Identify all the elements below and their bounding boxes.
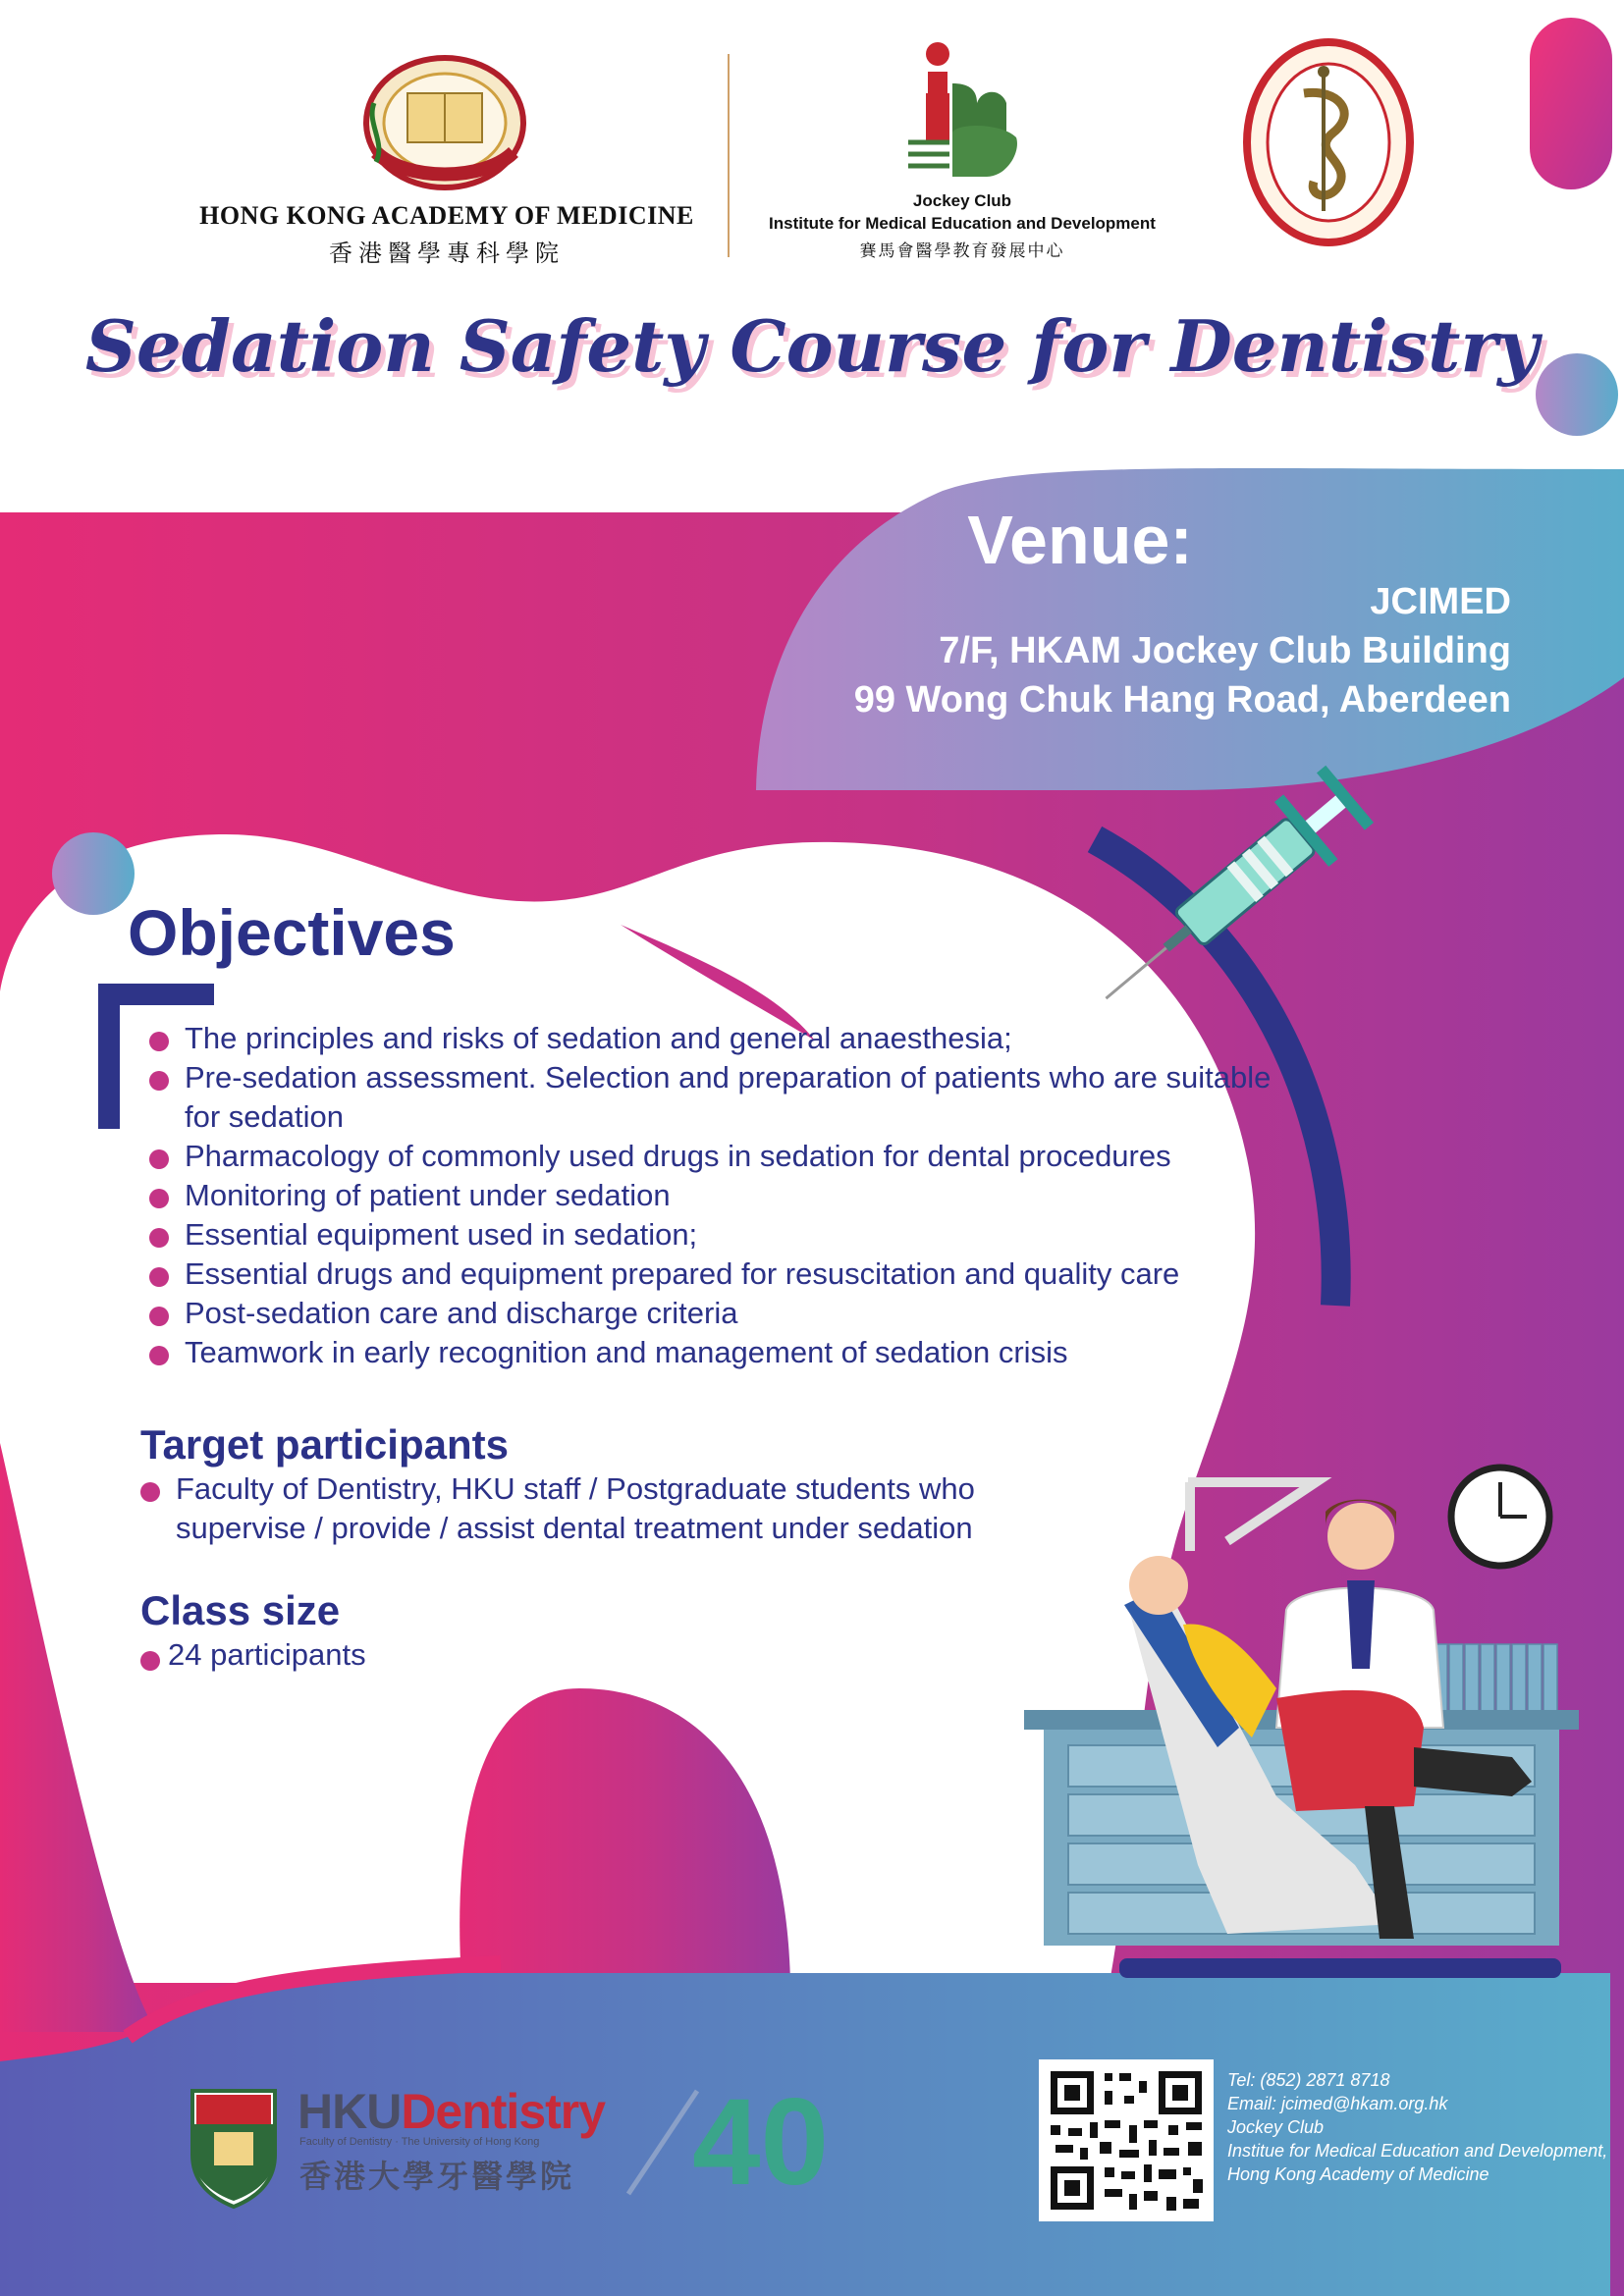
imd-logo xyxy=(908,42,1017,177)
bullet-icon xyxy=(149,1267,169,1287)
objective-text: The principles and risks of sedation and general anaesthesia; xyxy=(185,1021,1012,1055)
institute-cn: 賽馬會醫學教育發展中心 xyxy=(859,241,1065,261)
college-logo xyxy=(1247,42,1410,242)
decor-dot-left xyxy=(52,832,135,915)
bullet-icon xyxy=(140,1651,160,1671)
objective-text: Pharmacology of commonly used drugs in sedation for dental procedures xyxy=(185,1139,1171,1173)
hku-crest-logo xyxy=(192,2091,275,2207)
list-item xyxy=(149,1255,1278,1294)
target-text-block xyxy=(140,1469,1073,1548)
hku-text: HKU xyxy=(298,2084,402,2139)
list-item xyxy=(149,1137,1278,1176)
contact-org-1: Jockey Club xyxy=(1227,2117,1325,2137)
decor-pill xyxy=(1530,18,1612,189)
institute-line1: Jockey Club xyxy=(912,191,1012,210)
list-item xyxy=(149,1176,1278,1215)
objective-text: Pre-sedation assessment. Selection and preparation of patients who are suitable for sedation xyxy=(185,1060,1272,1134)
objective-text: Monitoring of patient under sedation xyxy=(185,1178,671,1212)
objectives-list xyxy=(149,1019,1278,1372)
venue-line-3: 99 Wong Chuk Hang Road, Aberdeen xyxy=(853,679,1511,721)
bullet-icon xyxy=(149,1189,169,1208)
contact-org-3: Hong Kong Academy of Medicine xyxy=(1227,2164,1489,2184)
contact-org-2: Institue for Medical Education and Development, xyxy=(1227,2141,1608,2161)
academy-logo xyxy=(366,58,523,187)
objective-text: Essential drugs and equipment prepared for resuscitation and quality care xyxy=(185,1256,1180,1291)
hku-subtitle: Faculty of Dentistry · The University of Hong Kong xyxy=(299,2136,540,2148)
list-item xyxy=(149,1058,1278,1137)
class-size-text: 24 participants xyxy=(168,1637,366,1672)
academy-name-cn: 香港醫學專科學院 xyxy=(329,240,565,267)
venue-line-1: JCIMED xyxy=(1370,581,1511,622)
bullet-icon xyxy=(140,1482,160,1502)
hku-name-cn: 香港大學牙醫學院 xyxy=(299,2158,575,2195)
course-title: Sedation Safety Course for Dentistry xyxy=(84,304,1540,388)
bullet-icon xyxy=(149,1149,169,1169)
academy-name-en: HONG KONG ACADEMY OF MEDICINE xyxy=(199,201,694,230)
target-heading: Target participants xyxy=(140,1421,509,1468)
qr-code xyxy=(1039,2059,1214,2221)
list-item xyxy=(149,1294,1278,1333)
anniversary-text: 40 xyxy=(692,2074,830,2211)
list-item xyxy=(149,1019,1278,1058)
objectives-heading: Objectives xyxy=(128,896,456,969)
contact-tel: Tel: (852) 2871 8718 xyxy=(1227,2070,1390,2090)
dentistry-text: Dentistry xyxy=(401,2084,606,2139)
bullet-icon xyxy=(149,1071,169,1091)
target-text: Faculty of Dentistry, HKU staff / Postgraduate students who supervise / provide / assist dental treatment under sedation xyxy=(176,1471,975,1545)
bullet-icon xyxy=(149,1032,169,1051)
objective-text: Essential equipment used in sedation; xyxy=(185,1217,698,1252)
class-size-block xyxy=(140,1635,366,1675)
list-item xyxy=(149,1333,1278,1372)
venue-line-2: 7/F, HKAM Jockey Club Building xyxy=(939,630,1511,671)
class-size-heading: Class size xyxy=(140,1587,341,1633)
institute-line2: Institute for Medical Education and Development xyxy=(769,214,1156,233)
objective-text: Teamwork in early recognition and management of sedation crisis xyxy=(185,1335,1068,1369)
contact-email: Email: jcimed@hkam.org.hk xyxy=(1227,2094,1448,2113)
objective-text: Post-sedation care and discharge criteria xyxy=(185,1296,738,1330)
venue-heading: Venue: xyxy=(967,502,1193,578)
hku-dentistry-logo xyxy=(298,2083,605,2140)
list-item xyxy=(149,1215,1278,1255)
bullet-icon xyxy=(149,1307,169,1326)
bullet-icon xyxy=(149,1228,169,1248)
bullet-icon xyxy=(149,1346,169,1365)
